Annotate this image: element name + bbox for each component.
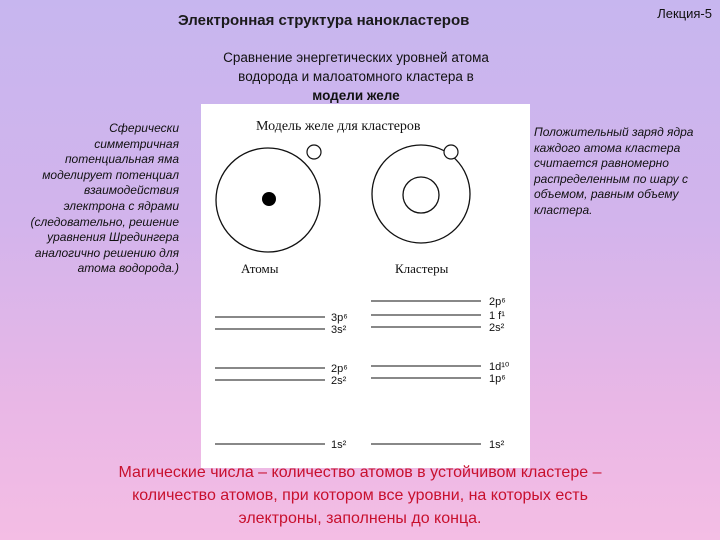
bottom-line-2: количество атомов, при котором все уровни, на которых есть [132,487,588,504]
right-note: Положительный заряд ядра каждого атома кластера считается равномерно распределенным по шару с объемом, равным объему кластера. [534,125,694,217]
clusters-label: Кластеры [395,261,449,276]
magic-numbers-definition [50,461,670,530]
figure-svg [201,104,530,468]
slide-subtitle [178,48,534,105]
atom-electron [307,145,321,159]
atom-nucleus [262,192,276,206]
lecture-label: Лекция-5 [657,6,712,21]
cluster-level-1p-label: 1p⁶ [489,373,506,385]
cluster-level-1d-label: 1d¹⁰ [489,361,510,373]
cluster-level-1f-label: 1 f¹ [489,310,505,322]
subtitle-line-3-text: модели желе [312,88,400,103]
figure-title: Модель желе для кластеров [256,119,421,134]
atom-level-1s-label: 1s² [331,439,347,451]
cluster-level-2p-label: 2p⁶ [489,296,506,308]
cluster-level-1s-label: 1s² [489,439,505,451]
subtitle-line-1: Сравнение энергетических уровней атома [223,50,489,65]
cluster-electron [444,145,458,159]
atoms-label: Атомы [241,261,279,276]
bottom-line-3: электроны, заполнены до конца. [238,510,482,527]
jellium-model-figure [201,104,530,468]
left-note: Сферически симметричная потенциальная яма моделирует потенциал взаимодействия электрона с ядрами (следовательно, решение уравнения Шредингера аналогично решению для атома водорода.) [30,121,179,276]
bottom-line-1: Магические числа – количество атомов в устойчивом кластере – [118,464,602,481]
atom-level-2s-label: 2s² [331,375,347,387]
cluster-jellium-sphere [403,177,439,213]
cluster-orbit [372,145,470,243]
subtitle-line-3 [178,86,534,105]
cluster-level-2s-label: 2s² [489,322,505,334]
slide-title: Электронная структура нанокластеров [178,12,470,29]
subtitle-line-2: водорода и малоатомного кластера в [238,69,474,84]
atom-level-2p-label: 2p⁶ [331,363,348,375]
atom-level-3s-label: 3s² [331,324,347,336]
atom-level-3p-label: 3p⁶ [331,312,348,324]
